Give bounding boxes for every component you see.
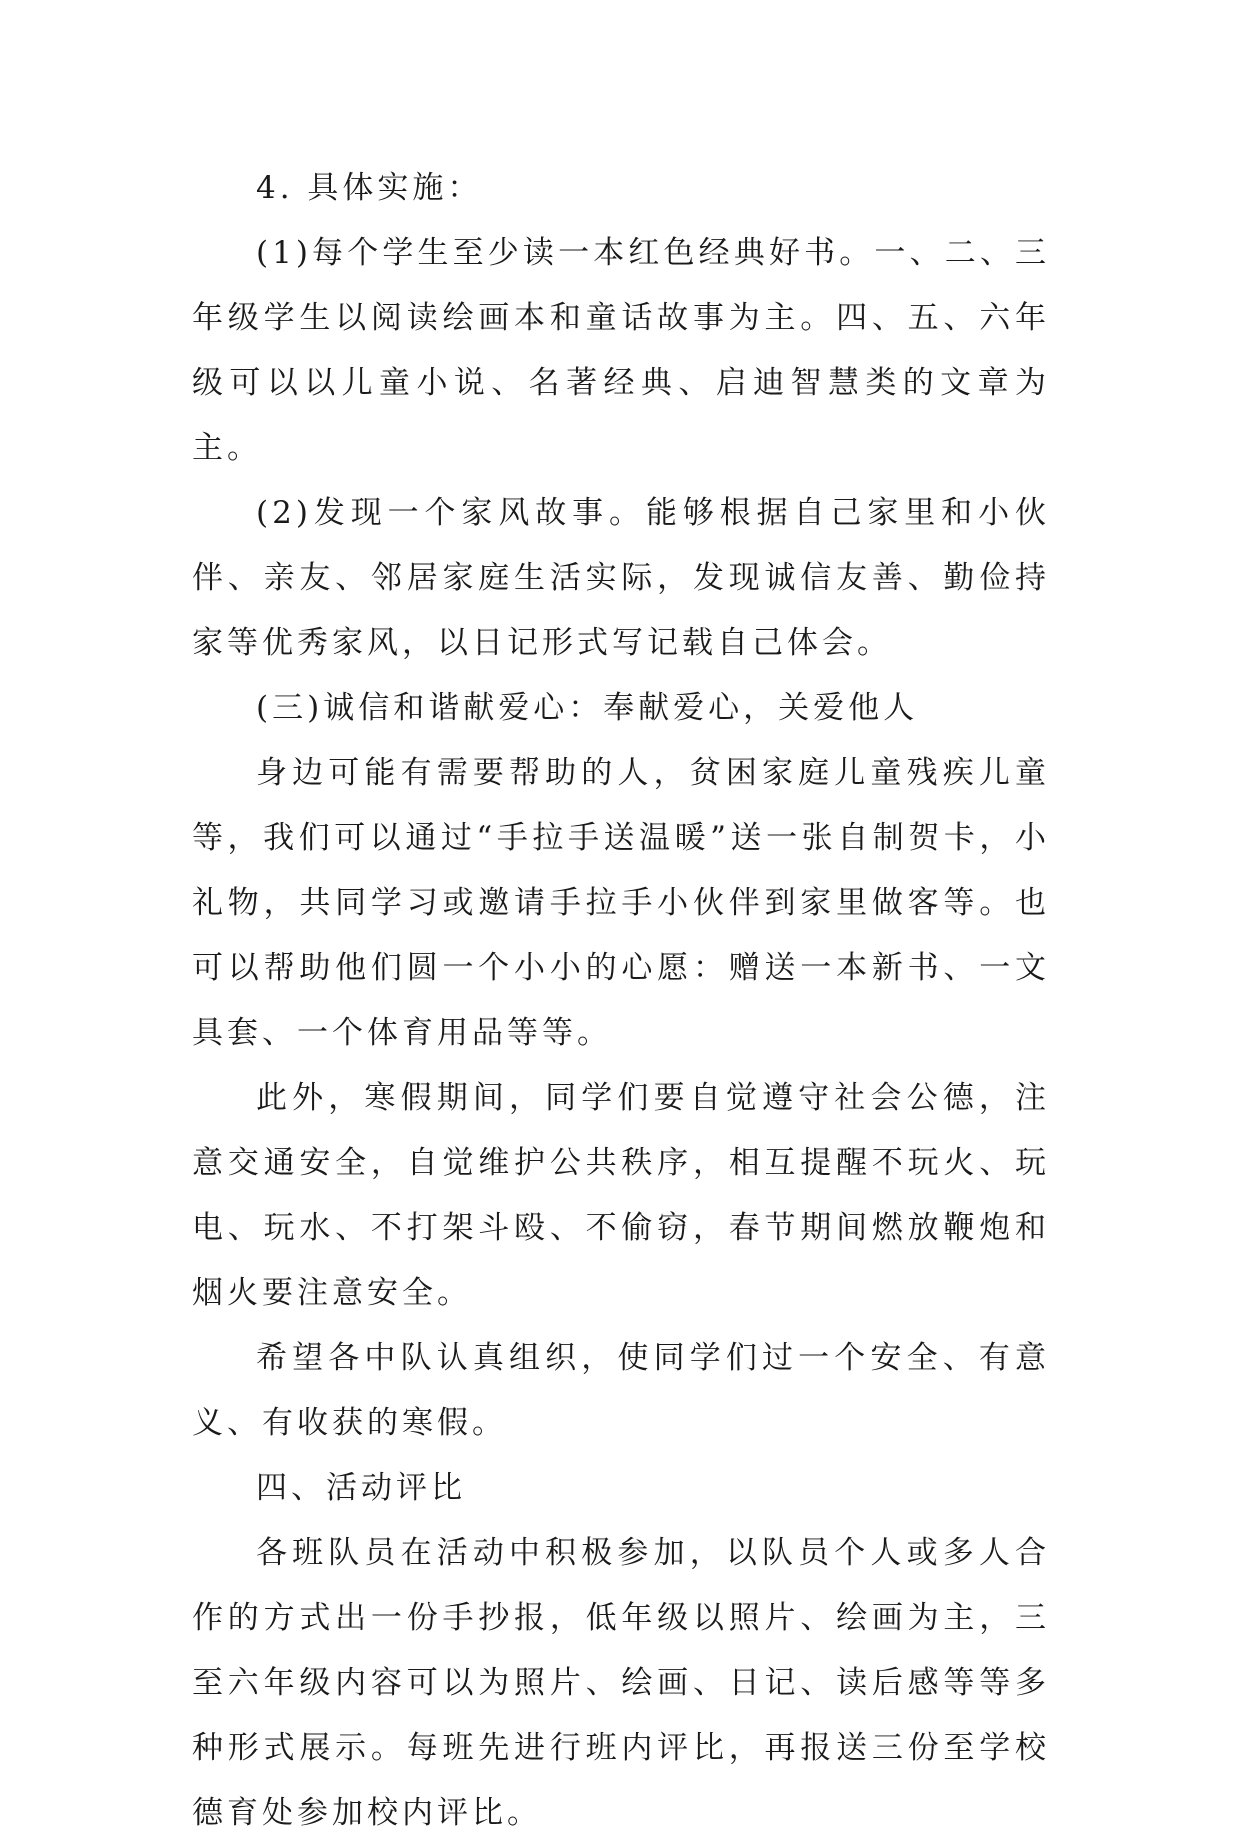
paragraph-help-others: 身边可能有需要帮助的人，贫困家庭儿童残疾儿童等，我们可以通过“手拉手送温暖”送一张自制贺卡，小礼物，共同学习或邀请手拉手小伙伴到家里做客等。也可以帮助他们圆一个小小的心愿：赠送一本新书、一文具套、一个体育用品等等。 <box>192 755 1050 1051</box>
paragraph-safety: 此外，寒假期间，同学们要自觉遵守社会公德，注意交通安全，自觉维护公共秩序，相互提醒不玩火、玩电、玩水、不打架斗殴、不偷窃，春节期间燃放鞭炮和烟火要注意安全。 <box>192 1080 1050 1311</box>
paragraph-hope: 希望各中队认真组织，使同学们过一个安全、有意义、有收获的寒假。 <box>192 1340 1050 1441</box>
paragraph-item-1: (1)每个学生至少读一本红色经典好书。一、二、三年级学生以阅读绘画本和童话故事为主。四、五、六年级可以以儿童小说、名著经典、启迪智慧类的文章为主。 <box>192 235 1050 466</box>
paragraph-section-3-heading: (三)诚信和谐献爱心：奉献爱心，关爱他人 <box>256 690 919 726</box>
paragraph-implementation-heading: 4. 具体实施： <box>256 170 483 206</box>
paragraph-item-2: (2)发现一个家风故事。能够根据自己家里和小伙伴、亲友、邻居家庭生活实际，发现诚信友善、勤俭持家等优秀家风，以日记形式写记载自己体会。 <box>192 495 1050 661</box>
document-body <box>192 156 1050 1846</box>
paragraph-evaluation: 各班队员在活动中积极参加，以队员个人或多人合作的方式出一份手抄报，低年级以照片、绘画为主，三至六年级内容可以为照片、绘画、日记、读后感等等多种形式展示。每班先进行班内评比，再报送三份至学校德育处参加校内评比。 <box>192 1535 1050 1831</box>
paragraph-section-4-heading: 四、活动评比 <box>256 1470 466 1506</box>
